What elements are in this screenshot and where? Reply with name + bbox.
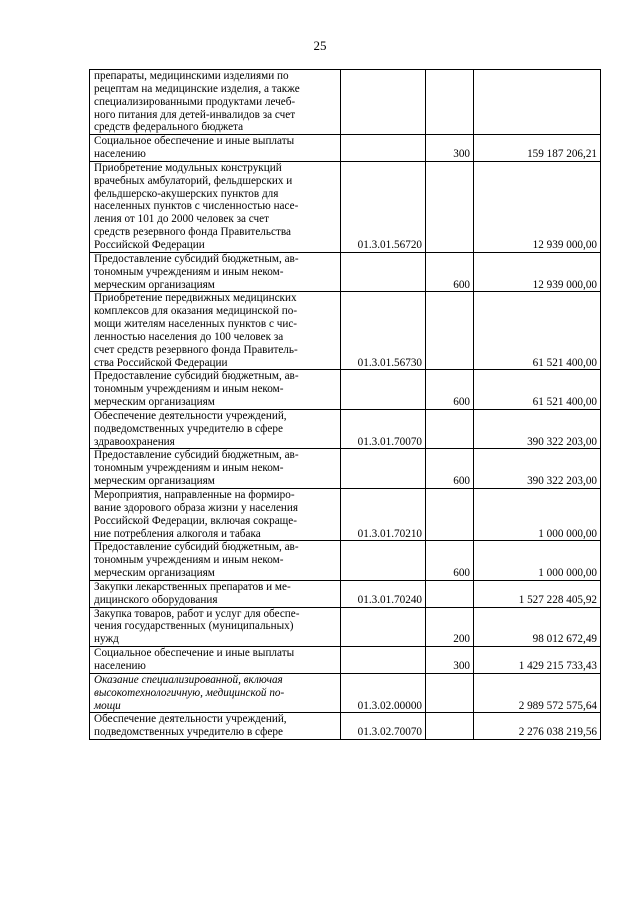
row-name-cell (90, 541, 341, 581)
row-name-cell (90, 489, 341, 541)
row-amount: 1 000 000,00 (474, 541, 601, 581)
row-amount: 390 322 203,00 (474, 409, 601, 449)
table-row (90, 135, 601, 162)
row-code: 01.3.01.56730 (341, 292, 426, 370)
row-name-cell (90, 673, 341, 713)
row-name-cell (90, 370, 341, 410)
row-code (341, 607, 426, 647)
row-name-cell (90, 409, 341, 449)
table-row (90, 161, 601, 252)
table-row (90, 370, 601, 410)
budget-table (89, 69, 601, 740)
row-amount: 98 012 672,49 (474, 607, 601, 647)
row-name: Предоставление субсидий бюджетным, ав- тономным учреждениям и иным неком- мерческим организациям (94, 370, 299, 409)
row-code: 01.3.01.56720 (341, 161, 426, 252)
row-expense-type: 600 (426, 541, 474, 581)
row-code: 01.3.01.70240 (341, 580, 426, 607)
row-name: Приобретение модульных конструкций врачебных амбулаторий, фельдшерских и фельдшерско-акушерских пунктов для населенных пунктов с численностью насе- ления от 101 до 2000 человек за счет средств резервного фонда Правительства Российской Федерации (94, 161, 299, 251)
row-name: Социальное обеспечение и иные выплаты населению (94, 135, 295, 161)
row-name: препараты, медицинскими изделиями по рецептам на медицинские изделия, а также специализированными продуктами лечеб- ного питания для детей-инвалидов за счет средств федерального бюджета (94, 70, 300, 134)
row-name-cell (90, 607, 341, 647)
row-name-cell (90, 580, 341, 607)
row-amount: 12 939 000,00 (474, 252, 601, 292)
page-number: 25 (313, 38, 327, 53)
row-name: Оказание специализированной, включая высокотехнологичную, медицинской по- мощи (94, 673, 285, 712)
table-row (90, 252, 601, 292)
row-amount: 2 989 572 575,64 (474, 673, 601, 713)
row-amount: 61 521 400,00 (474, 370, 601, 410)
row-code: 01.3.02.70070 (341, 713, 426, 740)
row-name-cell (90, 135, 341, 162)
table-row (90, 673, 601, 713)
table-row (90, 449, 601, 489)
row-name: Обеспечение деятельности учреждений, подведомственных учредителю в сфере (94, 713, 287, 739)
row-expense-type: 300 (426, 135, 474, 162)
row-name-cell (90, 161, 341, 252)
row-expense-type: 600 (426, 370, 474, 410)
row-name: Приобретение передвижных медицинских комплексов для оказания медицинской по- мощи жителям населенных пунктов с чис- ленностью населения до 100 человек за счет средств резервного фонда Правитель- ства Российской Федерации (94, 292, 298, 369)
row-name: Мероприятия, направленные на формиро- вание здорового образа жизни у населения Российской Федерации, включая сокраще- ние потребления алкоголя и табака (94, 489, 299, 540)
row-name-cell (90, 252, 341, 292)
row-code: 01.3.01.70210 (341, 489, 426, 541)
row-amount: 1 000 000,00 (474, 489, 601, 541)
row-code (341, 541, 426, 581)
row-amount: 1 527 228 405,92 (474, 580, 601, 607)
row-amount: 1 429 215 733,43 (474, 647, 601, 674)
table-row (90, 607, 601, 647)
row-expense-type: 300 (426, 647, 474, 674)
table-row (90, 292, 601, 370)
table-row (90, 541, 601, 581)
row-expense-type (426, 161, 474, 252)
row-name: Предоставление субсидий бюджетным, ав- тономным учреждениям и иным неком- мерческим организациям (94, 252, 299, 291)
row-expense-type (426, 713, 474, 740)
row-name: Закупка товаров, работ и услуг для обеспе- чения государственных (муниципальных) нужд (94, 607, 300, 646)
row-code (341, 449, 426, 489)
row-code (341, 135, 426, 162)
row-expense-type: 200 (426, 607, 474, 647)
row-amount: 2 276 038 219,56 (474, 713, 601, 740)
row-expense-type (426, 70, 474, 135)
row-amount: 390 322 203,00 (474, 449, 601, 489)
row-expense-type (426, 673, 474, 713)
row-name-cell (90, 449, 341, 489)
row-code (341, 70, 426, 135)
row-amount (474, 70, 601, 135)
row-code: 01.3.01.70070 (341, 409, 426, 449)
row-expense-type (426, 489, 474, 541)
table-row (90, 713, 601, 740)
row-expense-type: 600 (426, 449, 474, 489)
row-name: Обеспечение деятельности учреждений, подведомственных учредителю в сфере здравоохранения (94, 409, 287, 448)
row-code (341, 370, 426, 410)
row-code (341, 252, 426, 292)
row-code (341, 647, 426, 674)
row-name: Предоставление субсидий бюджетным, ав- тономным учреждениям и иным неком- мерческим организациям (94, 541, 299, 580)
budget-table-body (90, 70, 601, 740)
row-amount: 159 187 206,21 (474, 135, 601, 162)
row-name-cell (90, 647, 341, 674)
row-amount: 12 939 000,00 (474, 161, 601, 252)
row-name-cell (90, 70, 341, 135)
row-amount: 61 521 400,00 (474, 292, 601, 370)
table-row (90, 70, 601, 135)
row-name-cell (90, 292, 341, 370)
row-expense-type (426, 409, 474, 449)
row-name-cell (90, 713, 341, 740)
row-code: 01.3.02.00000 (341, 673, 426, 713)
row-expense-type (426, 292, 474, 370)
row-name: Закупки лекарственных препаратов и ме- дицинского оборудования (94, 580, 291, 606)
table-row (90, 580, 601, 607)
row-name: Социальное обеспечение и иные выплаты населению (94, 647, 295, 672)
row-expense-type (426, 580, 474, 607)
table-row (90, 647, 601, 674)
row-expense-type: 600 (426, 252, 474, 292)
row-name: Предоставление субсидий бюджетным, ав- тономным учреждениям и иным неком- мерческим организациям (94, 449, 299, 488)
table-row (90, 489, 601, 541)
table-row (90, 409, 601, 449)
